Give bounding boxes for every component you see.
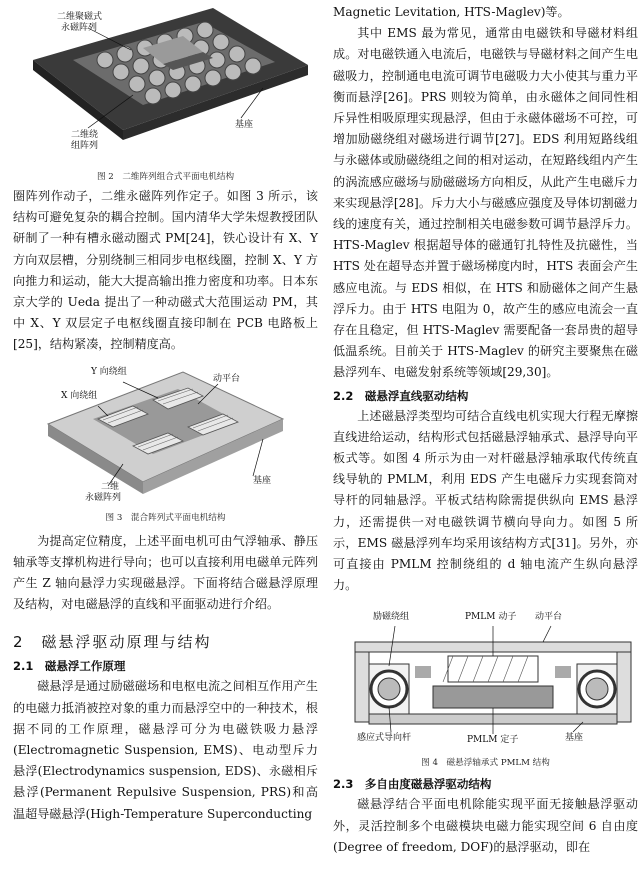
figure-4 — [333, 604, 638, 754]
figure-2-image — [13, 0, 318, 168]
fig4-label-base: 基座 — [565, 733, 584, 744]
fig2-label-winding-1: 二维绕 — [71, 130, 99, 140]
figure-4-caption: 图 4 磁悬浮轴承式 PMLM 结构 — [421, 758, 550, 769]
fig2-label-winding-2: 组阵列 — [71, 141, 99, 151]
fig3-label-x-winding: X 向绕组 — [61, 390, 98, 401]
right-paragraph-4: 磁悬浮结合平面电机除能实现平面无接触悬浮驱动外，灵活控制多个电磁模块电磁力能实现空间 6 自由度(Degree of freedom, DOF)的悬浮驱动，即在 — [333, 797, 638, 854]
figure-2-caption: 图 2 二维阵列组合式平面电机结构 — [96, 172, 235, 182]
left-paragraph-3: 磁悬浮是通过励磁磁场和电枢电流之间相互作用产生的电磁力抵消被控对象的重力而悬浮空中的一种技术，根据不同的工作原理，磁悬浮可分为电磁铁吸力悬浮(Electromagnetic Suspension, EMS)、电动型斥力悬浮(Electrodynamics suspension, EDS)、永磁相斥悬浮(Permanent Repulsive Suspension, PRS)和高温超导磁悬浮(High-Temperature Superconducting — [13, 679, 318, 821]
figure-3-image — [13, 364, 318, 509]
left-paragraph-2: 为提高定位精度，上述平面电机可由气浮轴承、静压轴承等支撑机构进行导向；也可以直接利用电磁单元阵列产生 Z 轴向悬浮力实现磁悬浮。下面将结合磁悬浮原理及结构，对电磁悬浮的直线和平面驱动进行介绍。 — [13, 533, 318, 612]
fig4-label-guide-rod: 感应式导向杆 — [357, 733, 412, 744]
fig4-label-winding: 励磁绕组 — [373, 612, 410, 623]
fig3-label-platform: 动平台 — [213, 373, 241, 384]
fig3-label-y-winding: Y 向绕组 — [91, 366, 127, 377]
left-paragraph-1: 圈阵列作动子，二维永磁阵列作定子。如图 3 所示，该结构可避免复杂的耦合控制。国内清华大学朱煜教授团队研制了一种有槽永磁动圈式 PM[24]，铁心设计有 X、Y 方向双层槽，分别绕制三相同步电枢线圈，控制 X、Y 方向推力和运动，能大大提高输出推力密度和功率。日本东京大学的 Ueda 提出了一种动磁式大范围运动 PM，其中 X、Y 双层定子电枢线圈直接印制在 PCB 电路板上[25]，结构紧凑，控制精度高。 — [13, 189, 318, 352]
fig3-label-magnet-2: 永磁阵列 — [85, 492, 122, 503]
section-2-2-heading: 2.2 磁悬浮直线驱动结构 — [333, 388, 469, 403]
fig2-label-magnet-1: 二维聚磁式 — [57, 12, 103, 22]
left-column — [13, 0, 318, 825]
right-paragraph-1: Magnetic Levitation, HTS-Maglev)等。 — [333, 5, 570, 19]
figure-3 — [13, 364, 318, 509]
fig4-label-platform: 动平台 — [535, 612, 563, 623]
right-column — [333, 0, 638, 858]
fig4-label-mover: PMLM 动子 — [465, 612, 517, 623]
figure-4-image — [333, 604, 638, 754]
right-paragraph-2: 其中 EMS 最为常见，通常由电磁铁和导磁材料组成。对电磁铁通入电流后，电磁铁与导磁材料之间产生电磁吸力，控制通电电流可调节电磁吸力大小使其与重力平衡而悬浮[26]。PRS 则较为简单，由永磁体之间同性相斥异性相吸原理实现悬浮，但由于永磁体磁场不可控，可增加励磁绕组对磁场进行调节[27]。EDS 利用短路线组与永磁体或励磁绕组之间的相对运动，在短路线组内产生的涡流感应磁场与励磁磁场方向相反，从此产生电磁斥力来实现悬浮[28]。斥力大小与磁感应强度及导体切割磁力线的速度有关，通过控制相关电磁参数可调节悬浮斥力。HTS-Maglev 根据超导体的磁通钉扎特性及抗磁性，当 HTS 处在超导态并置于磁场梯度内时，HTS 表面会产生感应电流。与 EDS 相似，在 HTS 和励磁体之间产生悬浮斥力。由于 HTS 电阻为 0，故产生的感应电流会一直存在且稳定，但 HTS-Maglev 需要配备一套昂贵的超导低温系统。目前关于 HTS-Maglev 的研究主要聚焦在磁悬浮列车、电磁发射系统等领域[29,30]。 — [333, 26, 638, 380]
section-2-heading: 2 磁悬浮驱动原理与结构 — [13, 633, 212, 652]
section-2-3-heading: 2.3 多自由度磁悬浮驱动结构 — [333, 777, 492, 792]
fig2-label-base: 基座 — [235, 120, 254, 130]
fig2-label-magnet-2: 永磁阵列 — [61, 23, 98, 33]
right-paragraph-3: 上述磁悬浮类型均可结合直线电机实现大行程无摩擦直线进给运动，结构形式包括磁悬浮轴承式、悬浮导向平板式等。如图 4 所示为由一对杆磁悬浮轴承取代传统直线导轨的 PMLM，利用 EDS 产生电磁斥力实现套筒对导杆的同轴悬浮。平板式结构除需提供纵向 EMS 悬浮力，还需提供一对电磁铁调节横向导向力。如图 5 所示，EMS 磁悬浮列车均采用该结构方式[31]。另外，亦可直接由 PMLM 控制绕组的 d 轴电流产生纵向悬浮力。 — [333, 408, 638, 593]
section-2-1-heading: 2.1 磁悬浮工作原理 — [13, 659, 126, 674]
figure-2 — [13, 0, 318, 170]
fig3-label-base: 基座 — [253, 475, 272, 486]
fig4-label-stator: PMLM 定子 — [467, 735, 519, 746]
fig3-label-magnet-1: 二维 — [101, 481, 120, 492]
figure-3-caption: 图 3 混合阵列式平面电机结构 — [105, 512, 226, 523]
